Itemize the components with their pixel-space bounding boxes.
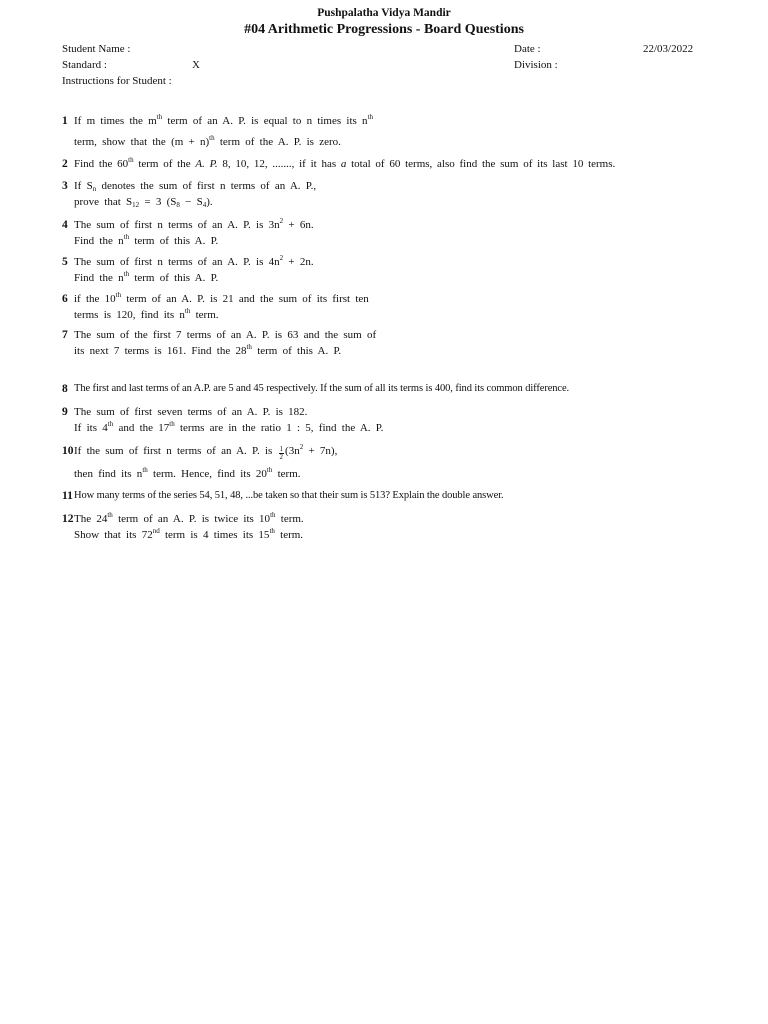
question-text: If $S_n$ denotes the sum of first n terms of an A. P., prove that $S_{12} = 3$ $(S_8 - S_4)$. [74, 180, 317, 209]
question-number: 6 [62, 293, 68, 305]
question-number: 1 [62, 115, 68, 127]
question-text: The 24th term of an A. P. is twice its 10th term. Show that its 72nd term is 4 times its 15th term. [74, 511, 304, 541]
page-title: #04 Arithmetic Progressions - Board Questions [244, 22, 524, 37]
question-number: 3 [62, 180, 68, 192]
standard-label: Standard : [62, 59, 107, 71]
question-number: 2 [62, 158, 68, 170]
date-value: 22/03/2022 [643, 43, 694, 55]
question-number: 8 [62, 383, 68, 395]
question-text: The first and last terms of an A.P. are 5 and 45 respectively. If the sum of all its terms is 400, find its common difference. [74, 383, 570, 394]
question-text: The sum of first seven terms of an A. P. is 182. If its 4th and the 17th terms are in the ratio 1 : 5, find the A. P. [74, 406, 384, 434]
question-text: If the sum of first n terms of an A. P. is $\frac{1}{2}$ $(3n^2 + 7n)$, then find its $n^{th}$ term. Hence, find its 20th term. [74, 443, 338, 480]
standard-value: X [192, 59, 200, 71]
fraction-one-half: $\frac{1}{2}$ [279, 445, 284, 461]
question-number: 11 [62, 490, 73, 502]
question-number: 12 [62, 513, 74, 525]
student-name-label: Student Name : [62, 43, 131, 55]
question-text: The sum of the first 7 terms of an A. P. is 63 and the sum of its next 7 terms is 161. Find the 28th term of this A. P. [74, 329, 377, 357]
division-label: Division : [514, 59, 558, 71]
question-number: 10 [62, 445, 74, 457]
question-number: 5 [62, 256, 68, 268]
question-number: 7 [62, 329, 68, 341]
question-text: The sum of first n terms of an A. P. is $4n^2 + 2n$. Find the $n^{th}$ term of this A. P. [74, 254, 314, 284]
question-text: Find the 60th term of the A. P. 8, 10, 12, ......., if it has a total of 60 terms, also find the sum of its last 10 terms. [74, 156, 616, 170]
question-text: If m times the $m^{th}$ term of an A. P. is equal to n times its $n^{th}$ term, show that the $(m + n)^{th}$ term of the A. P. is zero. [74, 113, 374, 148]
question-number: 9 [62, 406, 68, 418]
question-text: The sum of first n terms of an A. P. is $3n^2 + 6n$. Find the $n^{th}$ term of this A. P. [74, 217, 314, 247]
date-label: Date : [514, 43, 541, 55]
school-name: Pushpalatha Vidya Mandir [317, 7, 451, 19]
question-text: if the 10th term of an A. P. is 21 and the sum of its first ten terms is 120, find its $n^{th}$ term. [74, 291, 369, 321]
question-text: How many terms of the series 54, 51, 48, ...be taken so that their sum is 513? Explain the double answer. [74, 490, 504, 501]
question-number: 4 [62, 219, 68, 231]
instructions-label: Instructions for Student : [62, 75, 172, 87]
